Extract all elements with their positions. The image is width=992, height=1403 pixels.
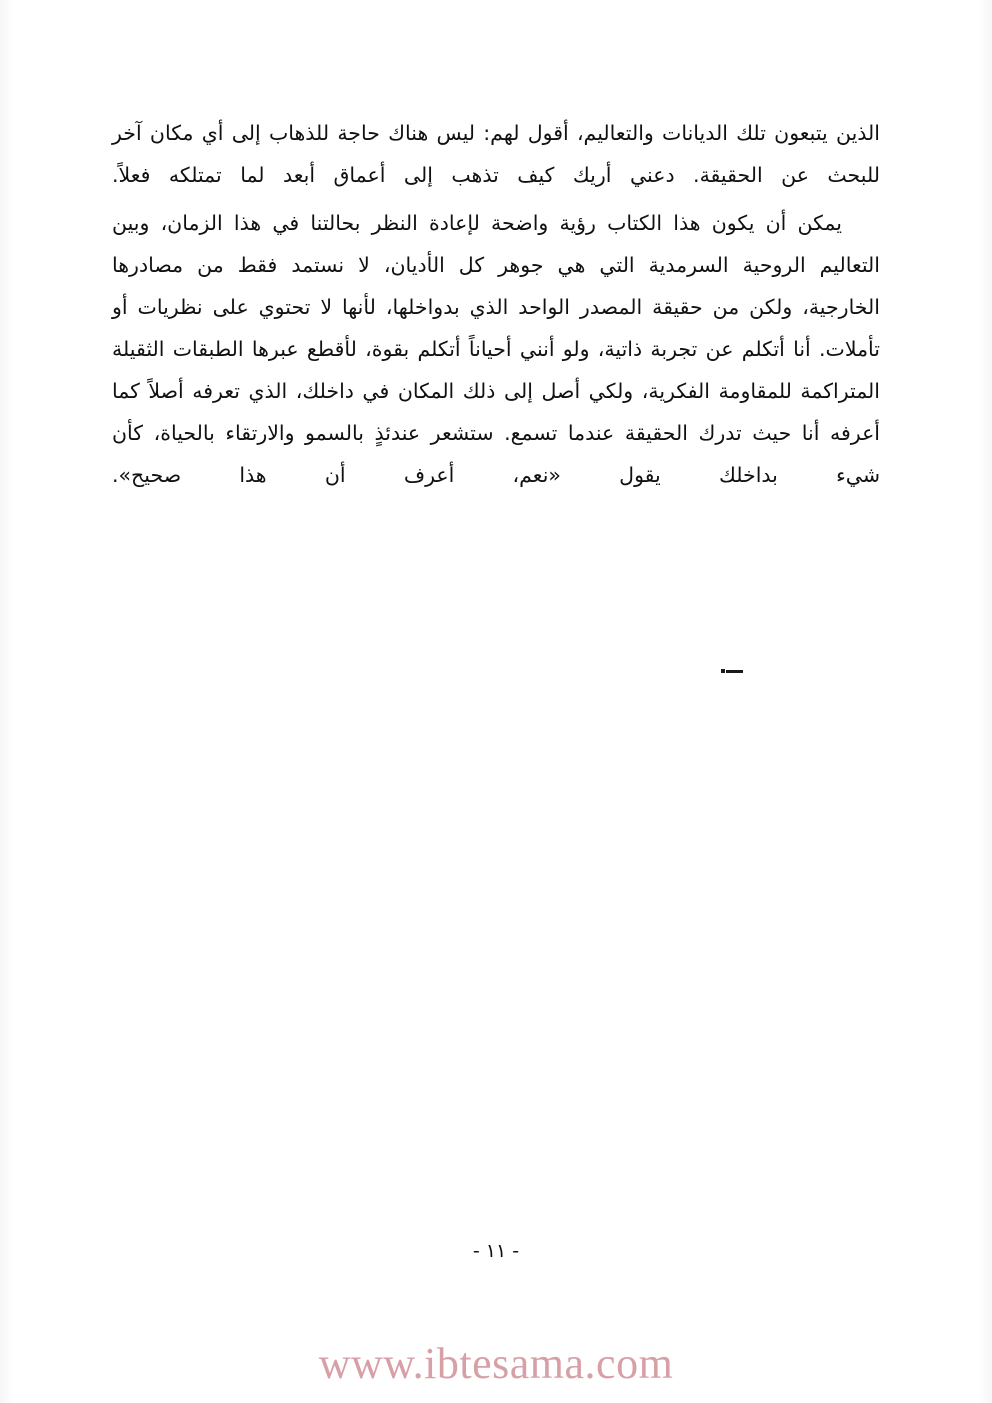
- paragraph-2: يمكن أن يكون هذا الكتاب رؤية واضحة لإعادة النظر بحالتنا في هذا الزمان، وبين التعاليم الروحية السرمدية التي هي جوهر كل الأديان، لا نستمد فقط من مصادرها الخارجية، ولكن من حقيقة المصدر الواحد الذي بدواخلها، لأنها لا تحتوي على نظريات أو تأملات. أنا أتكلم عن تجربة ذاتية، ولو أنني أحياناً أتكلم بقوة، لأقطع عبرها الطبقات الثقيلة المتراكمة للمقاومة الفكرية، ولكي أصل إلى ذلك المكان في داخلك، الذي تعرفه أصلاً كما أعرفه أنا حيث تدرك الحقيقة عندما تسمع. ستشعر عندئذٍ بالسمو والارتقاء بالحياة، كأن شيء بداخلك يقول «نعم، أعرف أن هذا صحيح».: [112, 211, 880, 487]
- site-watermark: www.ibtesama.com: [318, 1339, 674, 1388]
- page-text-block: [112, 112, 880, 502]
- scan-artifact-mark: [726, 670, 743, 673]
- paragraph-1: الذين يتبعون تلك الديانات والتعاليم، أقول لهم: ليس هناك حاجة للذهاب إلى أي مكان آخر للبحث عن الحقيقة. دعني أريك كيف تذهب إلى أعماق أبعد لما تمتلكه فعلاً.: [112, 121, 880, 187]
- scan-edge-right: [978, 0, 992, 1403]
- page-number: - ١١ -: [472, 1240, 520, 1262]
- scan-edge-left: [0, 0, 14, 1403]
